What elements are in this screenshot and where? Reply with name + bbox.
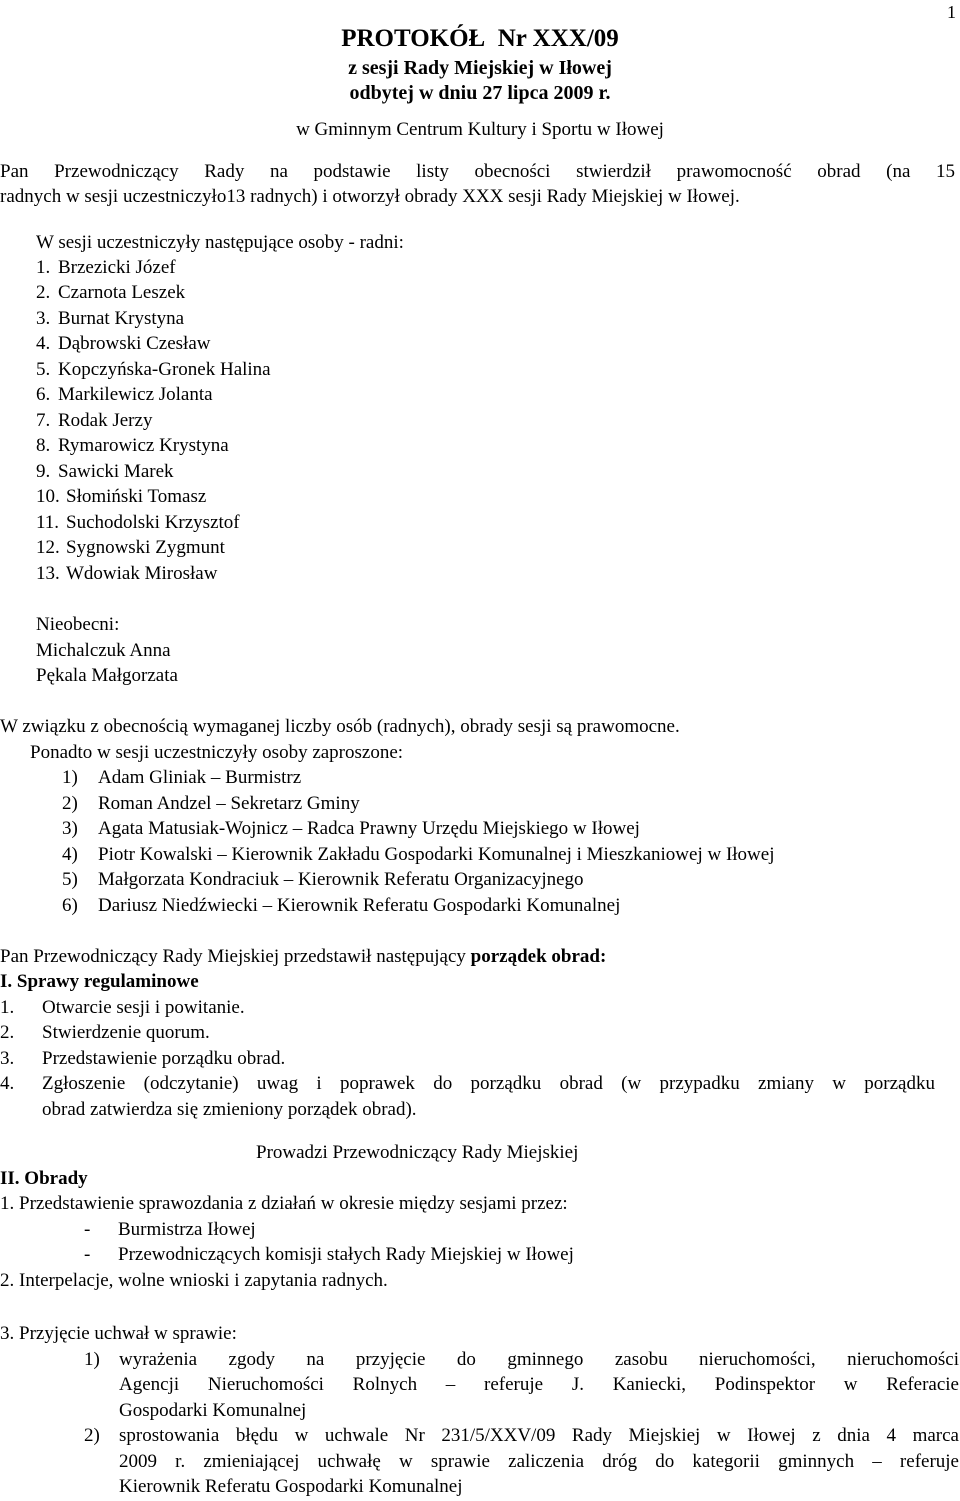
absent-heading: Nieobecni: [36,614,120,635]
list-item-number: 10. [36,486,60,507]
list-item [62,791,360,817]
list-item-name: Słomiński Tomasz [66,486,207,507]
list-item [36,382,213,408]
document-title: PROTOKÓŁ Nr XXX/09 [341,25,619,52]
list-item-number: 6) [62,895,78,916]
list-item-number: 11. [36,512,60,533]
list-item-number: 4. [0,1073,15,1094]
list-item-name: Rymarowicz Krystyna [58,435,229,456]
document-subtitle-date: odbytej w dniu 27 lipca 2009 r. [349,82,611,104]
list-item [84,1217,256,1243]
absent-item: Michalczuk Anna [36,640,171,661]
agenda-intro-text: Pan Przewodniczący Rady Miejskiej przedstawił następujący [0,946,471,967]
list-item-text: Agata Matusiak-Wojnicz – Radca Prawny Urzędu Miejskiego w Iłowej [98,818,640,839]
resolution-line: Kierownik Referatu Gospodarki Komunalnej [119,1476,463,1497]
list-item-text: Burmistrza Iłowej [118,1219,256,1240]
list-item-text: Przedstawienie porządku obrad. [42,1048,286,1069]
list-item-name: Sygnowski Zygmunt [66,537,225,558]
list-item-number: 3. [36,308,51,329]
section-2-item-3: 3. Przyjęcie uchwał w sprawie: [0,1323,237,1344]
list-item [36,484,206,510]
list-item [36,255,176,281]
section-2-title: II. Obrady [0,1168,88,1189]
list-item-number: 6. [36,384,51,405]
list-item-number: 2) [62,793,78,814]
list-item-text: Adam Gliniak – Burmistrz [98,767,302,788]
attendees-heading: W sesji uczestniczyły następujące osoby - radni: [36,232,404,253]
list-item-text: Dariusz Niedźwiecki – Kierownik Referatu Gospodarki Komunalnej [98,895,621,916]
list-item-text: Stwierdzenie quorum. [42,1022,210,1043]
agenda-intro-bold: porządek obrad: [470,946,607,967]
list-item-number: 1) [84,1349,100,1370]
agenda-intro [0,944,606,970]
resolution-line: 2009 r. zmieniającej uchwałę w sprawie zaliczenia dróg do kategorii gminnych – referuje [119,1451,959,1472]
guests-heading: Ponadto w sesji uczestniczyły osoby zaproszone: [30,742,404,763]
intro-line-2: radnych w sesji uczestniczyło13 radnych) i otworzył obrady XXX sesji Rady Miejskiej w Iłowej. [0,186,740,207]
list-item-name: Suchodolski Krzysztof [66,512,240,533]
list-item-number: 1. [36,257,51,278]
list-item-name: Brzezicki Józef [58,257,176,278]
list-item-name: Kopczyńska-Gronek Halina [58,359,271,380]
list-item [84,1242,574,1268]
list-dash: - [84,1244,91,1265]
list-item-number: 13. [36,563,60,584]
section-2-item-2: 2. Interpelacje, wolne wnioski i zapytania radnych. [0,1270,388,1291]
list-item-text: Piotr Kowalski – Kierownik Zakładu Gospodarki Komunalnej i Mieszkaniowej w Iłowej [98,844,775,865]
page-number: 1 [947,2,956,22]
list-item [36,357,271,383]
section-2-item-1: 1. Przedstawienie sprawozdania z działań w okresie między sesjami przez: [0,1193,568,1214]
list-item [62,816,640,842]
resolution-line: Agencji Nieruchomości Rolnych – referuje J. Kaniecki, Podinspektor w Referacie [119,1374,959,1395]
list-item-number: 12. [36,537,60,558]
document-subtitle-session: z sesji Rady Miejskiej w Iłowej [348,57,612,79]
list-item [36,280,185,306]
list-item [36,306,184,332]
list-item-number: 2) [84,1425,100,1446]
list-item-name: Rodak Jerzy [58,410,153,431]
intro-line-1: Pan Przewodniczący Rady na podstawie listy obecności stwierdził prawomocność obrad (na 15 [0,161,955,182]
list-item-number: 1. [0,997,15,1018]
list-item [36,433,229,459]
list-item-text: Przewodniczących komisji stałych Rady Miejskiej w Iłowej [118,1244,574,1265]
list-item [36,408,152,434]
list-item-text: Zgłoszenie (odczytanie) uwag i poprawek do porządku obrad (w przypadku zmiany w porządku [42,1073,935,1094]
list-item-number: 4. [36,333,51,354]
list-item-number: 8. [36,435,51,456]
list-item-name: Burnat Krystyna [58,308,185,329]
list-item [36,331,211,357]
list-item-name: Wdowiak Mirosław [66,563,218,584]
list-item [62,893,620,919]
list-item [36,459,174,485]
list-item-number: 9. [36,461,51,482]
session-place: w Gminnym Centrum Kultury i Sportu w Iłowej [296,119,664,140]
list-item-text: Otwarcie sesji i powitanie. [42,997,245,1018]
list-item [0,1046,285,1072]
list-item-name: Czarnota Leszek [58,282,186,303]
list-item-continuation: obrad zatwierdza się zmieniony porządek obrad). [42,1099,417,1120]
chair-note: Prowadzi Przewodniczący Rady Miejskiej [256,1142,579,1163]
section-1-title: I. Sprawy regulaminowe [0,971,199,992]
absent-item: Pękala Małgorzata [36,665,178,686]
list-item-number: 5) [62,869,78,890]
list-item-number: 3) [62,818,78,839]
list-item-text: Małgorzata Kondraciuk – Kierownik Referatu Organizacyjnego [98,869,584,890]
list-item [0,1020,210,1046]
list-item [62,867,584,893]
list-item-number: 2. [0,1022,15,1043]
list-item [62,765,301,791]
list-dash: - [84,1219,91,1240]
list-item-number: 5. [36,359,51,380]
list-item-name: Markilewicz Jolanta [58,384,213,405]
quorum-statement: W związku z obecnością wymaganej liczby osób (radnych), obrady sesji są prawomocne. [0,716,680,737]
list-item-number: 4) [62,844,78,865]
list-item-name: Dąbrowski Czesław [58,333,211,354]
list-item [62,842,775,868]
list-item-number: 2. [36,282,51,303]
list-item [0,995,245,1021]
list-item-text: Roman Andzel – Sekretarz Gminy [98,793,360,814]
list-item-name: Sawicki Marek [58,461,174,482]
resolution-line: Gospodarki Komunalnej [119,1400,307,1421]
list-item-number: 3. [0,1048,15,1069]
resolution-line: wyrażenia zgody na przyjęcie do gminnego zasobu nieruchomości, nieruchomości [119,1349,959,1370]
list-item [36,535,225,561]
list-item-number: 7. [36,410,51,431]
resolution-line: sprostowania błędu w uchwale Nr 231/5/XXV/09 Rady Miejskiej w Iłowej z dnia 4 marca [119,1425,959,1446]
list-item [36,510,240,536]
list-item [36,561,217,587]
list-item-number: 1) [62,767,78,788]
